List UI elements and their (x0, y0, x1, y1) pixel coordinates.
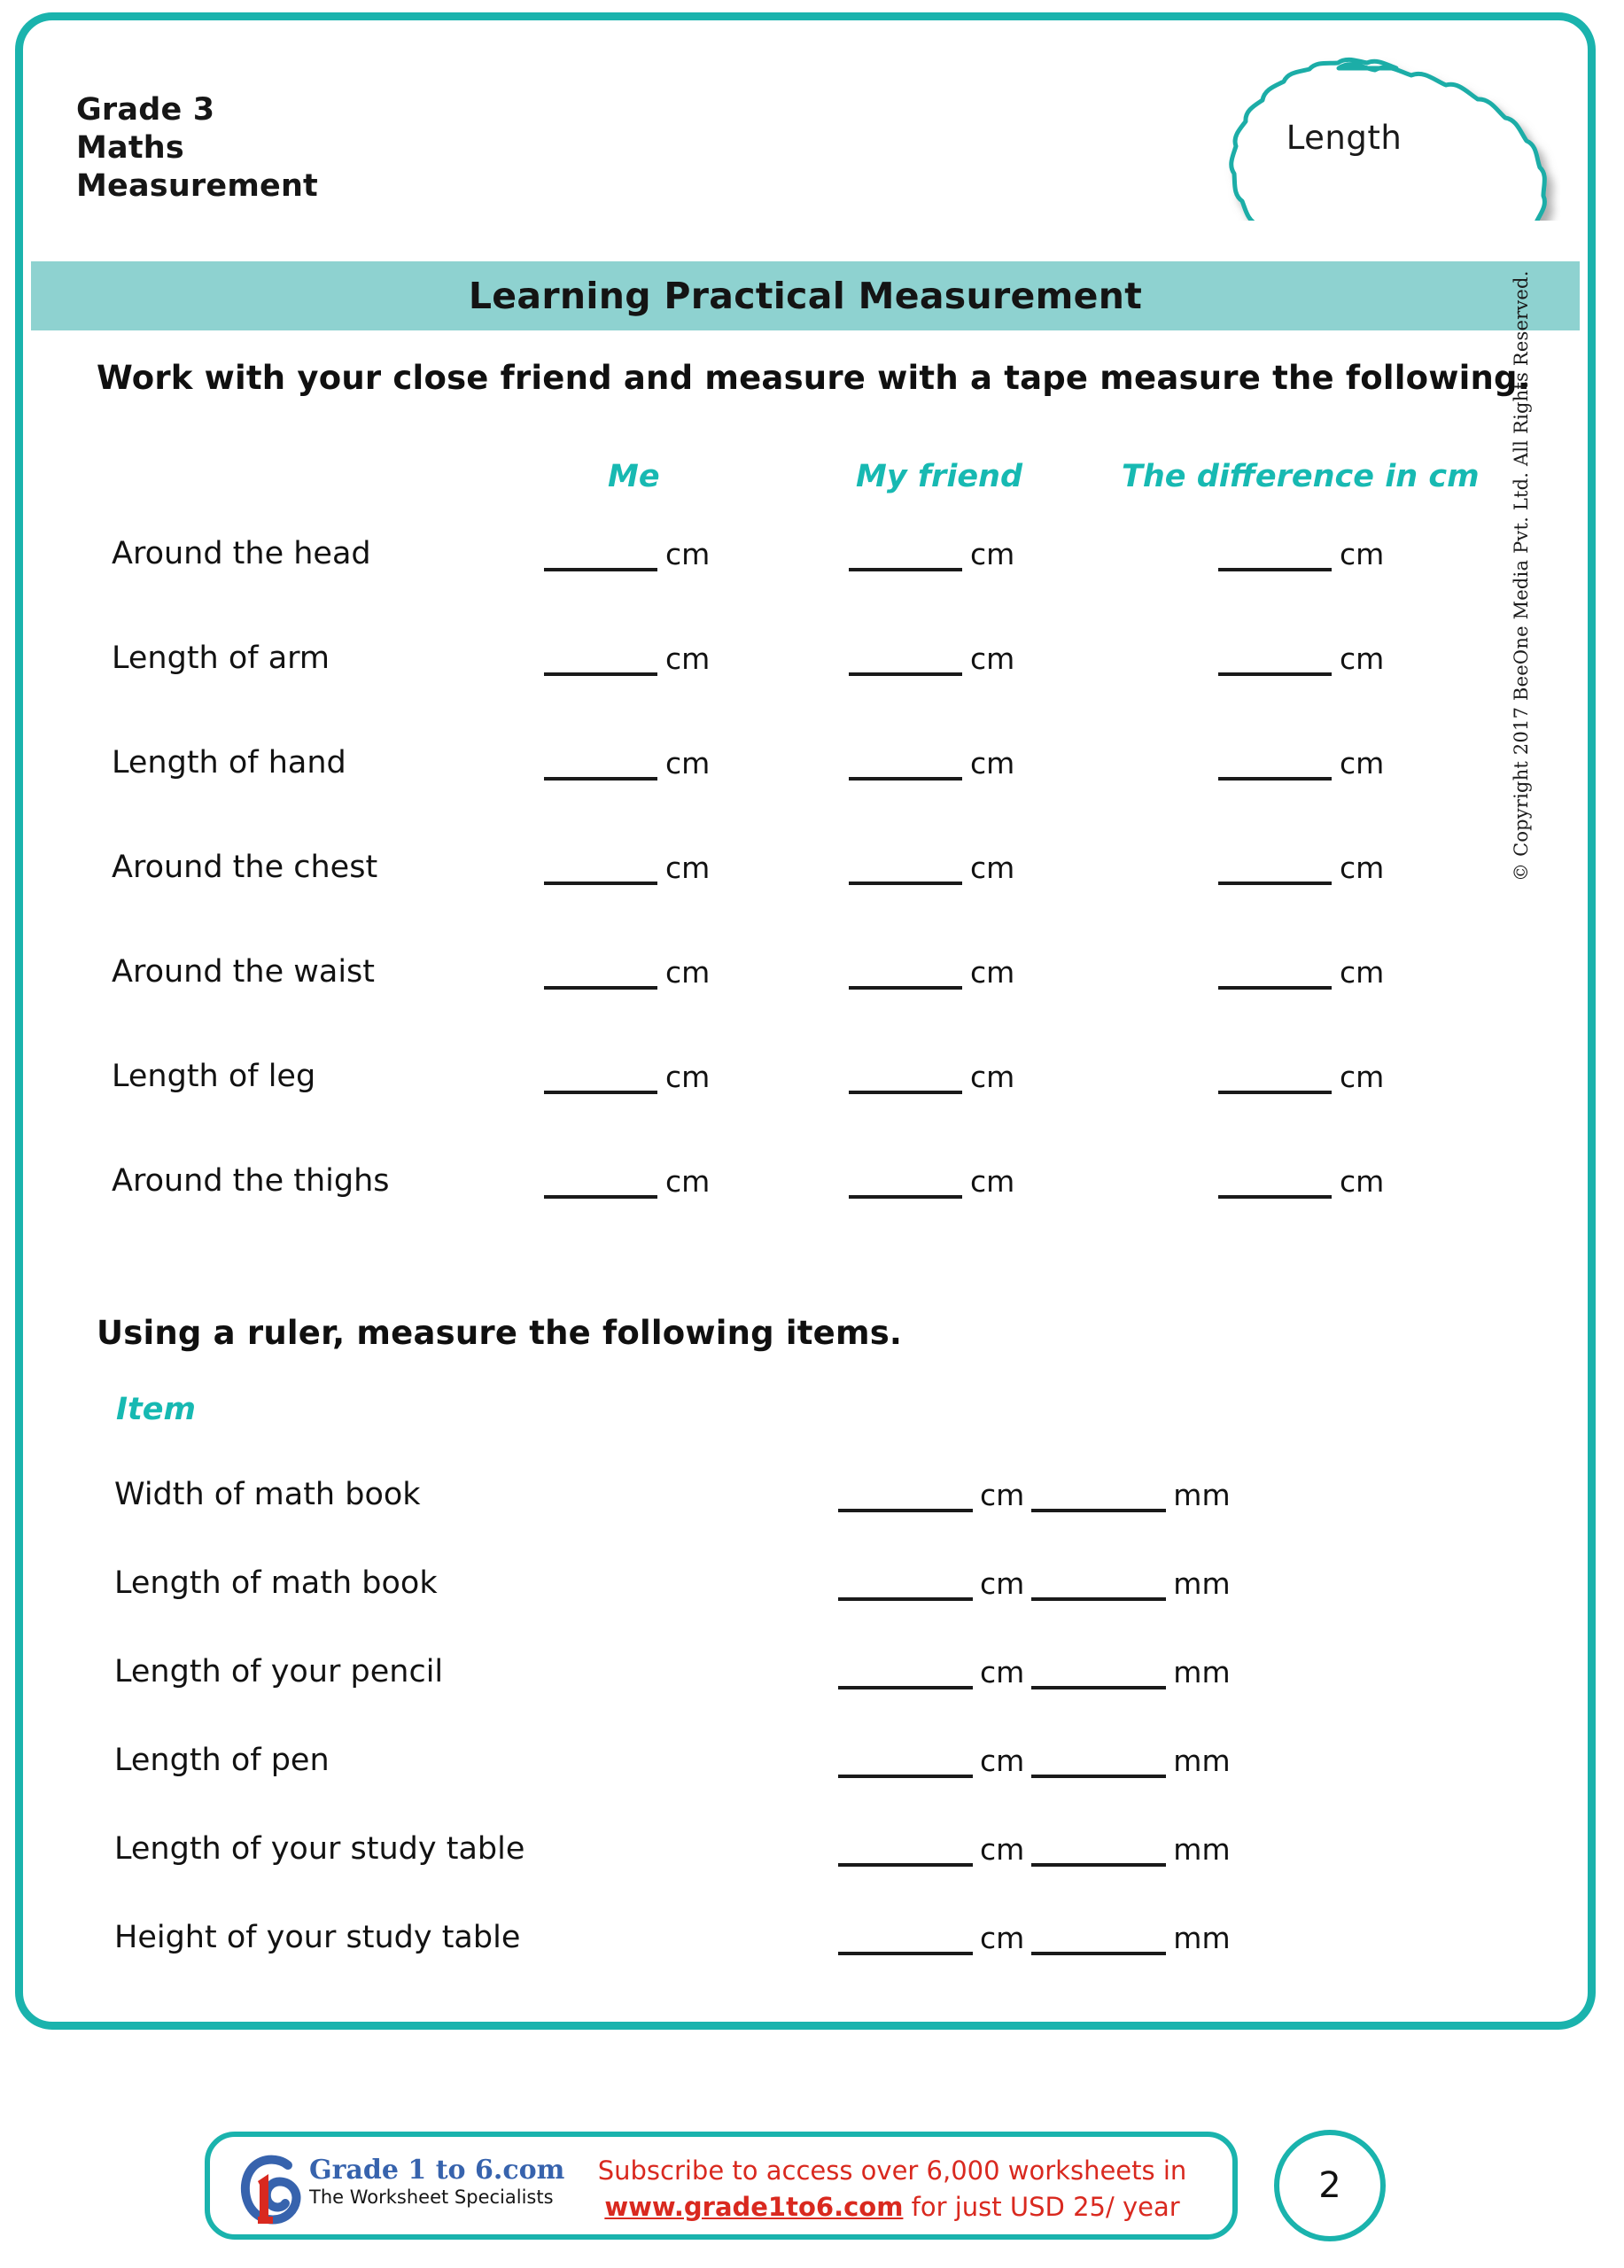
answer-blank-friend[interactable] (849, 538, 1014, 571)
unit-label: cm (665, 1164, 711, 1199)
answer-blank-friend[interactable] (849, 1165, 1014, 1199)
unit-label: cm (1340, 1164, 1385, 1199)
answer-blank-difference[interactable] (1218, 747, 1384, 781)
unit-label: cm (665, 537, 711, 571)
brand-name: Grade 1 to 6.com (309, 2155, 565, 2186)
row-label: Around the waist (112, 954, 376, 990)
table-row (23, 630, 1588, 734)
worksheet-title-banner (31, 261, 1580, 330)
answer-blank-friend[interactable] (849, 1060, 1014, 1094)
blank-line-mm[interactable] (1031, 1922, 1166, 1955)
blank-line[interactable] (849, 538, 962, 571)
table-row (23, 1472, 1588, 1560)
unit-label-mm: mm (1173, 1655, 1231, 1689)
unit-label: cm (970, 1060, 1015, 1094)
unit-label: cm (1340, 955, 1385, 990)
unit-label: cm (665, 1060, 711, 1094)
blank-line[interactable] (1218, 1165, 1332, 1199)
copyright-notice: © Copyright 2017 BeeOne Media Pvt. Ltd. All Rights Reserved. (1511, 270, 1532, 882)
unit-label: cm (1340, 746, 1385, 781)
subject-label: Maths (76, 130, 184, 167)
section1-measurement-table (23, 525, 1588, 1257)
worksheet-header (23, 20, 1588, 261)
table-row (23, 1915, 1588, 2003)
row-label: Length of math book (114, 1565, 438, 1601)
blank-line-cm[interactable] (838, 1744, 973, 1778)
unit-label: cm (665, 641, 711, 676)
row-label: Around the thighs (112, 1163, 390, 1199)
blank-line[interactable] (544, 956, 657, 990)
section1-instruction: Work with your close friend and measure with a tape measure the following. (97, 359, 1530, 397)
row-label: Length of arm (112, 641, 330, 676)
answer-blank-me[interactable] (544, 851, 710, 885)
blank-line[interactable] (849, 956, 962, 990)
blank-line[interactable] (544, 538, 657, 571)
unit-label-cm: cm (980, 1478, 1025, 1512)
unit-label-cm: cm (980, 1921, 1025, 1955)
column-header-my-friend: My friend (856, 459, 1023, 494)
blank-line[interactable] (1218, 642, 1332, 676)
column-header-item: Item (116, 1392, 196, 1427)
unit-label: cm (1340, 537, 1385, 571)
subscribe-message (564, 2153, 1220, 2225)
blank-line-mm[interactable] (1031, 1744, 1166, 1778)
unit-label: cm (1340, 1060, 1385, 1094)
unit-label-mm: mm (1173, 1921, 1231, 1955)
row-label: Length of your study table (114, 1831, 525, 1867)
blank-line-cm[interactable] (838, 1922, 973, 1955)
blank-line[interactable] (544, 851, 657, 885)
section2-item-table (23, 1472, 1588, 2003)
topic-badge (1117, 54, 1560, 221)
blank-line[interactable] (849, 642, 962, 676)
footer-subscribe-pill (205, 2132, 1238, 2240)
row-label: Around the head (112, 536, 371, 571)
page-number-badge: 2 (1274, 2130, 1386, 2241)
table-row (23, 1649, 1588, 1737)
unit-label: cm (665, 746, 711, 781)
answer-blank-difference[interactable] (1218, 538, 1384, 571)
answer-blanks-cm-mm[interactable] (838, 1744, 1231, 1778)
subscribe-line-2 (564, 2189, 1220, 2225)
unit-label: cm (1340, 850, 1385, 885)
unit-label-cm: cm (980, 1832, 1025, 1867)
unit-label-cm: cm (980, 1655, 1025, 1689)
unit-label: cm (970, 850, 1015, 885)
blank-line-mm[interactable] (1031, 1567, 1166, 1601)
blank-line[interactable] (1218, 1060, 1332, 1094)
blank-line[interactable] (544, 1060, 657, 1094)
answer-blanks-cm-mm[interactable] (838, 1922, 1231, 1955)
answer-blank-difference[interactable] (1218, 956, 1384, 990)
unit-label: cm (970, 537, 1015, 571)
column-header-difference: The difference in cm (1122, 459, 1480, 494)
blank-line-cm[interactable] (838, 1479, 973, 1512)
subscribe-line-1: Subscribe to access over 6,000 worksheets in (597, 2155, 1187, 2186)
table-row (23, 525, 1588, 630)
blank-line-cm[interactable] (838, 1656, 973, 1689)
subscribe-url-link[interactable]: www.grade1to6.com (604, 2192, 904, 2223)
blank-line-mm[interactable] (1031, 1656, 1166, 1689)
table-row (23, 1048, 1588, 1153)
answer-blank-friend[interactable] (849, 642, 1014, 676)
unit-label: cm (970, 746, 1015, 781)
answer-blank-me[interactable] (544, 956, 710, 990)
table-row (23, 1826, 1588, 1915)
answer-blank-difference[interactable] (1218, 1165, 1384, 1199)
blank-line[interactable] (849, 1060, 962, 1094)
answer-blanks-cm-mm[interactable] (838, 1833, 1231, 1867)
row-label: Length of leg (112, 1059, 316, 1094)
table-row (23, 1153, 1588, 1257)
blank-line[interactable] (1218, 538, 1332, 571)
blank-line[interactable] (849, 1165, 962, 1199)
unit-label: cm (970, 1164, 1015, 1199)
answer-blank-difference[interactable] (1218, 642, 1384, 676)
row-label: Length of hand (112, 745, 346, 781)
blank-line-mm[interactable] (1031, 1833, 1166, 1867)
worksheet-page-frame (15, 12, 1596, 2030)
unit-label: cm (665, 850, 711, 885)
section2-instruction: Using a ruler, measure the following items. (97, 1314, 903, 1352)
column-header-me: Me (608, 459, 660, 494)
grade-subject-block (76, 91, 318, 206)
row-label: Length of pen (114, 1743, 330, 1778)
answer-blank-friend[interactable] (849, 747, 1014, 781)
row-label: Around the chest (112, 850, 378, 885)
answer-blank-friend[interactable] (849, 851, 1014, 885)
blank-line[interactable] (1218, 956, 1332, 990)
g1to6-monogram-icon (233, 2153, 307, 2227)
row-label: Length of your pencil (114, 1654, 444, 1689)
answer-blank-friend[interactable] (849, 956, 1014, 990)
subscribe-price-tail: for just USD 25/ year (903, 2192, 1180, 2223)
blank-line[interactable] (544, 1165, 657, 1199)
table-row (23, 1560, 1588, 1649)
unit-label-mm: mm (1173, 1478, 1231, 1512)
unit-label: cm (665, 955, 711, 990)
strand-label: Measurement (76, 168, 318, 205)
unit-label-cm: cm (980, 1566, 1025, 1601)
answer-blank-me[interactable] (544, 747, 710, 781)
blank-line-mm[interactable] (1031, 1479, 1166, 1512)
worksheet-title: Learning Practical Measurement (468, 275, 1143, 317)
row-label: Width of math book (114, 1477, 421, 1512)
brand-logo[interactable] (233, 2149, 565, 2231)
answer-blank-difference[interactable] (1218, 851, 1384, 885)
blank-line[interactable] (1218, 851, 1332, 885)
row-label: Height of your study table (114, 1920, 521, 1955)
table-row (23, 734, 1588, 839)
answer-blank-difference[interactable] (1218, 1060, 1384, 1094)
table-row (23, 839, 1588, 944)
blank-line[interactable] (1218, 747, 1332, 781)
unit-label: cm (970, 641, 1015, 676)
brand-tagline: The Worksheet Specialists (309, 2186, 554, 2208)
unit-label-mm: mm (1173, 1744, 1231, 1778)
unit-label-mm: mm (1173, 1566, 1231, 1601)
unit-label: cm (970, 955, 1015, 990)
blank-line[interactable] (544, 747, 657, 781)
answer-blanks-cm-mm[interactable] (838, 1656, 1231, 1689)
answer-blank-me[interactable] (544, 1165, 710, 1199)
blank-line[interactable] (544, 642, 657, 676)
answer-blank-me[interactable] (544, 538, 710, 571)
grade-label: Grade 3 (76, 92, 215, 128)
topic-badge-label: Length (1286, 118, 1403, 157)
blank-line-cm[interactable] (838, 1567, 973, 1601)
answer-blank-me[interactable] (544, 642, 710, 676)
worksheet-footer (0, 2126, 1624, 2268)
table-row (23, 1737, 1588, 1826)
answer-blank-me[interactable] (544, 1060, 710, 1094)
brand-logo-text (309, 2155, 565, 2208)
table-row (23, 944, 1588, 1048)
unit-label-cm: cm (980, 1744, 1025, 1778)
unit-label: cm (1340, 641, 1385, 676)
blank-line-cm[interactable] (838, 1833, 973, 1867)
unit-label-mm: mm (1173, 1832, 1231, 1867)
answer-blanks-cm-mm[interactable] (838, 1567, 1231, 1601)
answer-blanks-cm-mm[interactable] (838, 1479, 1231, 1512)
blank-line[interactable] (849, 747, 962, 781)
blank-line[interactable] (849, 851, 962, 885)
section1-column-headers (23, 459, 1588, 501)
